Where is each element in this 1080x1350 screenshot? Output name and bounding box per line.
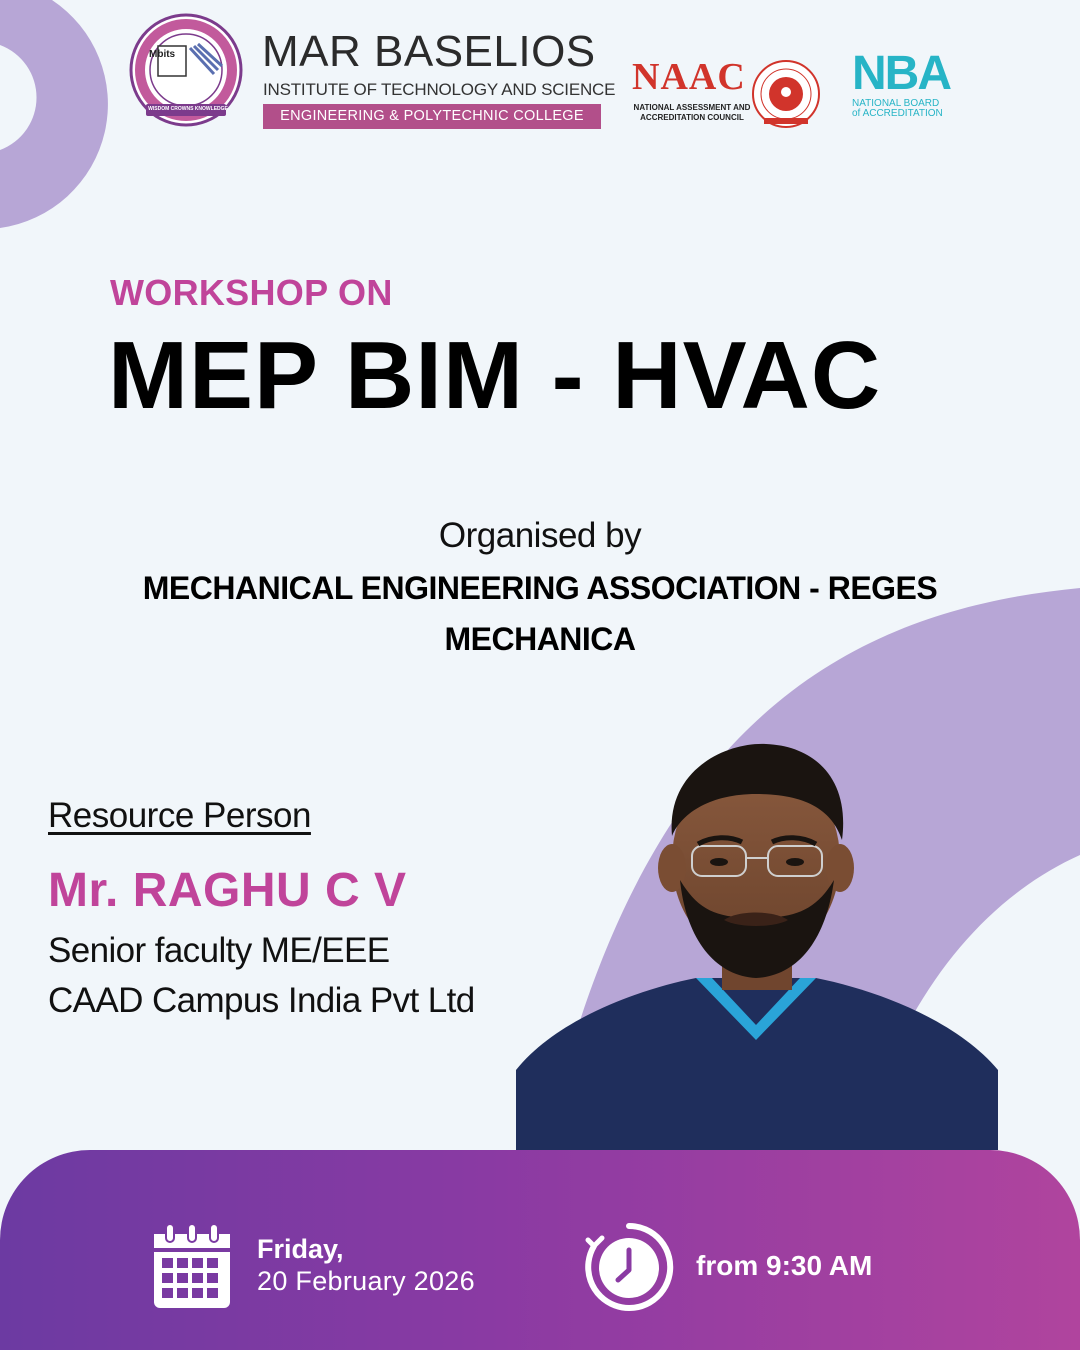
nba-caption — [852, 99, 943, 119]
calendar-icon — [152, 1222, 232, 1310]
resource-person-role: Senior faculty ME/EEE — [48, 931, 390, 970]
nba-caption-line1: NATIONAL BOARD — [852, 98, 940, 109]
event-kicker: WORKSHOP ON — [110, 272, 393, 313]
institution-name: MAR BASELIOS — [262, 27, 596, 76]
naac-caption-line2: ACCREDITATION COUNCIL — [640, 113, 744, 122]
resource-person-name: Mr. RAGHU C V — [48, 864, 407, 917]
resource-person-organisation: CAAD Campus India Pvt Ltd — [48, 981, 475, 1020]
organiser-name — [90, 563, 990, 665]
seal-motto: WISDOM CROWNS KNOWLEDGE — [148, 106, 228, 112]
nba-logo-mark: NBA — [852, 47, 950, 100]
organiser-line1: MECHANICAL ENGINEERING ASSOCIATION - REGES — [142, 570, 938, 606]
speaker-photo — [516, 740, 998, 1150]
resource-person-label: Resource Person — [48, 796, 311, 835]
organiser-line2: MECHANICA — [444, 621, 636, 657]
institution-subtitle: INSTITUTE OF TECHNOLOGY AND SCIENCE — [263, 80, 616, 99]
event-date: 20 February 2026 — [257, 1266, 475, 1296]
institution-band: ENGINEERING & POLYTECHNIC COLLEGE — [263, 104, 601, 129]
event-title: MEP BIM - HVAC — [108, 322, 882, 429]
organised-by-label: Organised by — [438, 516, 642, 555]
event-time: from 9:30 AM — [696, 1250, 873, 1281]
naac-caption — [630, 103, 754, 123]
seal-abbreviation: Mbits — [149, 49, 176, 60]
naac-caption-line1: NATIONAL ASSESSMENT AND — [633, 103, 751, 112]
event-day: Friday, — [257, 1234, 344, 1264]
clock-icon — [584, 1222, 674, 1312]
nba-caption-line2: of ACCREDITATION — [852, 108, 943, 119]
naac-logo-text: NAAC — [632, 56, 746, 98]
naac-emblem-icon — [750, 58, 822, 130]
